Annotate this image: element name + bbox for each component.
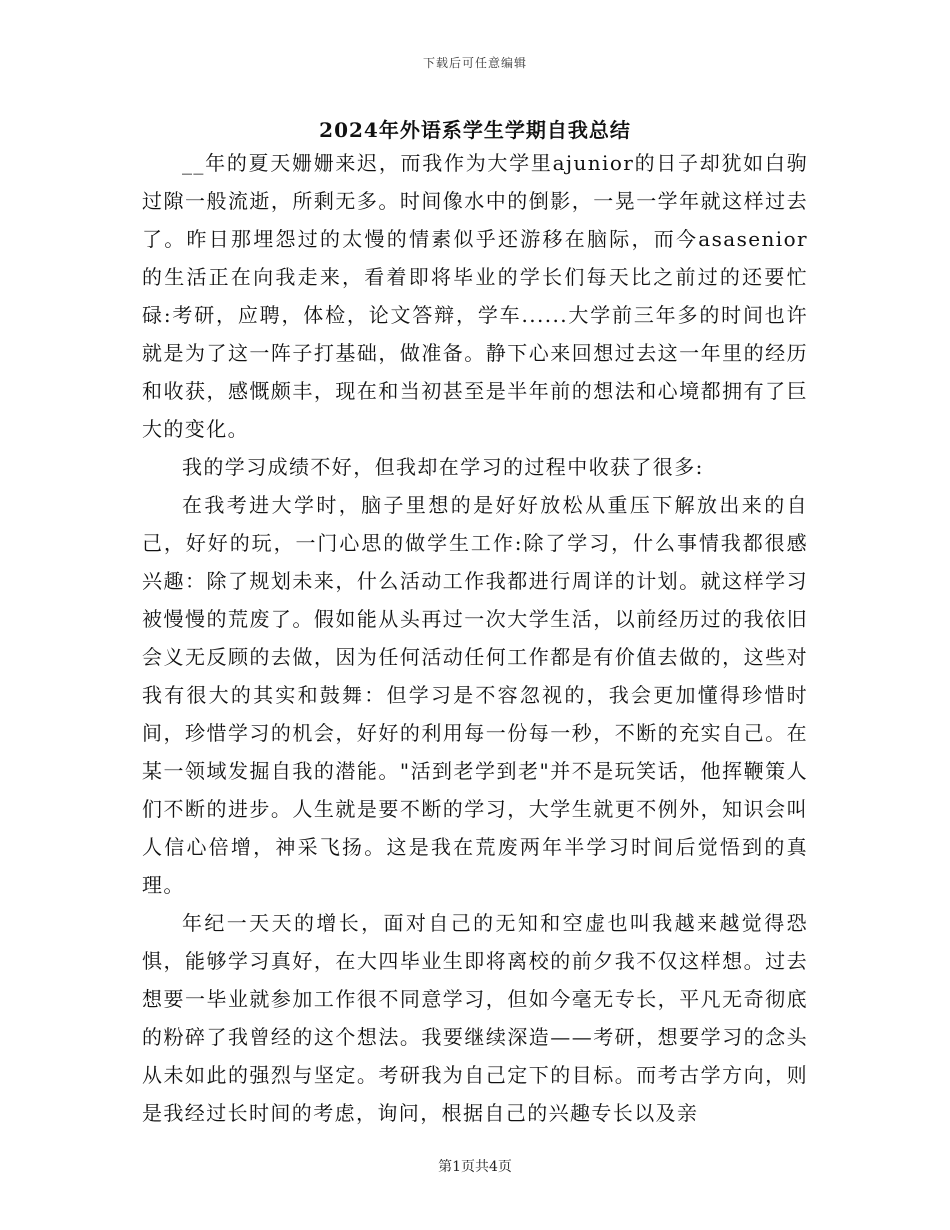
paragraph-1: __年的夏天姗姗来迟，而我作为大学里ajunior的日子却犹如白驹过隙一般流逝，所剩无多。时间像水中的倒影，一晃一学年就这样过去了。昨日那埋怨过的太慢的情素似乎还游移在脑际，而今asasenior的生活正在向我走来，看着即将毕业的学长们每天比之前过的还要忙碌:考研，应聘，体检，论文答辩，学车......大学前三年多的时间也许就是为了这一阵子打基础，做准备。静下心来回想过去这一年里的经历和收获，感慨颇丰，现在和当初甚至是半年前的想法和心境都拥有了巨大的变化。 <box>142 151 808 441</box>
document-body <box>142 144 808 1132</box>
page-indicator: 第1页共4页 <box>438 1159 512 1175</box>
paragraph-3: 在我考进大学时，脑子里想的是好好放松从重压下解放出来的自己，好好的玩，一门心思的做学生工作:除了学习，什么事情我都很感兴趣：除了规划未来，什么活动工作我都进行周详的计划。就这样学习被慢慢的荒废了。假如能从头再过一次大学生活，以前经历过的我依旧会义无反顾的去做，因为任何活动任何工作都是有价值去做的，这些对我有很大的其实和鼓舞：但学习是不容忽视的，我会更加懂得珍惜时间，珍惜学习的机会，好好的利用每一份每一秒，不断的充实自己。在某一领域发掘自我的潜能。"活到老学到老"并不是玩笑话，他挥鞭策人们不断的进步。人生就是要不断的学习，大学生就更不例外，知识会叫人信心倍增，神采飞扬。这是我在荒废两年半学习时间后觉悟到的真理。 <box>142 493 808 897</box>
paragraph-4: 年纪一天天的增长，面对自己的无知和空虚也叫我越来越觉得恐惧，能够学习真好，在大四毕业生即将离校的前夕我不仅这样想。过去想要一毕业就参加工作很不同意学习，但如今毫无专长，平凡无奇彻底的粉碎了我曾经的这个想法。我要继续深造——考研，想要学习的念头从未如此的强烈与坚定。考研我为自己定下的目标。而考古学方向，则是我经过长时间的考虑，询问，根据自己的兴趣专长以及亲 <box>142 911 808 1125</box>
document-title: 2024年外语系学生学期自我总结 <box>319 118 631 142</box>
paragraph-2: 我的学习成绩不好，但我却在学习的过程中收获了很多: <box>182 455 704 479</box>
header-note: 下载后可任意编辑 <box>422 56 527 70</box>
